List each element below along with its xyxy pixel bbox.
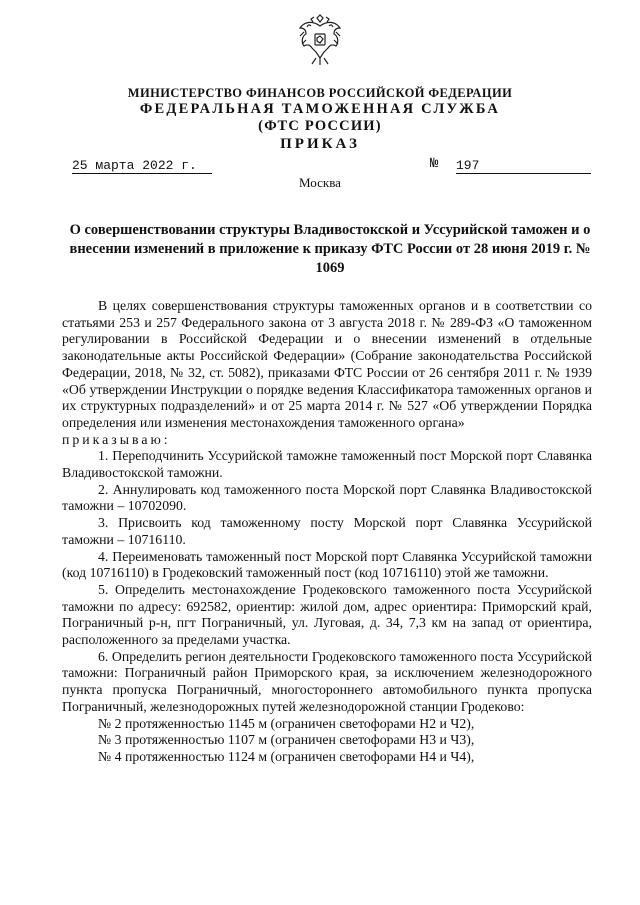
track-4: № 4 протяженностью 1124 м (ограничен светофорами Н4 и Ч4), bbox=[98, 748, 475, 764]
order-number: 197 bbox=[456, 158, 591, 174]
item-3: 3. Присвоить код таможенному посту Морской порт Славянка Уссурийской таможни – 10716110. bbox=[62, 515, 592, 547]
service-abbreviation: (ФТС РОССИИ) bbox=[258, 118, 382, 134]
intro-paragraph: В целях совершенствования структуры таможенных органов и в соответствии со статьями 253 и 257 Федерального закона от 3 августа 2018 г. № 289-ФЗ «О таможенном регулировании в Российской Федерации и о внесении изменений в отдельные законодательные акты Российской Федерации» (Собрание законодательства Российской Федерации, 2018, № 32, ст. 5082), приказами ФТС России от 26 сентября 2011 г. № 1939 «Об утверждении Инструкции о порядке ведения Классификатора таможенных органов и их структурных подразделений» и от 25 марта 2014 г. № 527 «Об утверждении Порядка определения или изменения местонахождения таможенного органа» bbox=[62, 298, 592, 430]
document-title: О совершенствовании структуры Владивостокской и Уссурийской таможен и о внесении изменений в приложение к приказу ФТС России от 28 июня 2019 г. № 1069 bbox=[69, 222, 591, 276]
item-5: 5. Определить местонахождение Гродековского таможенного поста Уссурийской таможни по адресу: 692582, ориентир: жилой дом, адрес ориентира: Приморский край, Пограничный р-н, пгт Пограничный, ул. Луговая, д. 34, 7,3 км на запад от ориентира, расположенного за пределами участка. bbox=[62, 581, 592, 648]
item-6: 6. Определить регион деятельности Гродековского таможенного поста Уссурийской таможни: Пограничный район Приморского края, за исключением железнодорожного пункта пропуска Пограничный, многостороннего автомобильного пункта пропуска Пограничный, железнодорожных путей железнодорожной станции Гродеково: bbox=[62, 648, 592, 714]
item-1: 1. Переподчинить Уссурийской таможне таможенный пост Морской порт Славянка Владивостокской таможни. bbox=[62, 448, 592, 481]
item-2: 2. Аннулировать код таможенного поста Морской порт Славянка Владивостокской таможни – 10702090. bbox=[62, 481, 592, 514]
ministry-name: МИНИСТЕРСТВО ФИНАНСОВ РОССИЙСКОЙ ФЕДЕРАЦИИ bbox=[127, 86, 513, 100]
order-word: приказываю: bbox=[62, 431, 171, 447]
document-type: ПРИКАЗ bbox=[280, 136, 360, 152]
item-4: 4. Переименовать таможенный пост Морской порт Славянка Уссурийской таможни (код 10716110) в Гродековский таможенный пост (код 10716110) этой же таможни. bbox=[62, 548, 592, 581]
city: Москва bbox=[299, 175, 341, 190]
double-headed-eagle-icon bbox=[298, 14, 342, 66]
track-2: № 2 протяженностью 1145 м (ограничен светофорами Н2 и Ч2), bbox=[98, 715, 475, 731]
number-sign: № bbox=[430, 156, 439, 172]
track-3: № 3 протяженностью 1107 м (ограничен светофорами Н3 и Ч3), bbox=[98, 732, 475, 748]
order-date: 25 марта 2022 г. bbox=[72, 158, 212, 174]
service-name: ФЕДЕРАЛЬНАЯ ТАМОЖЕННАЯ СЛУЖБА bbox=[139, 101, 501, 117]
document-body bbox=[62, 298, 592, 766]
